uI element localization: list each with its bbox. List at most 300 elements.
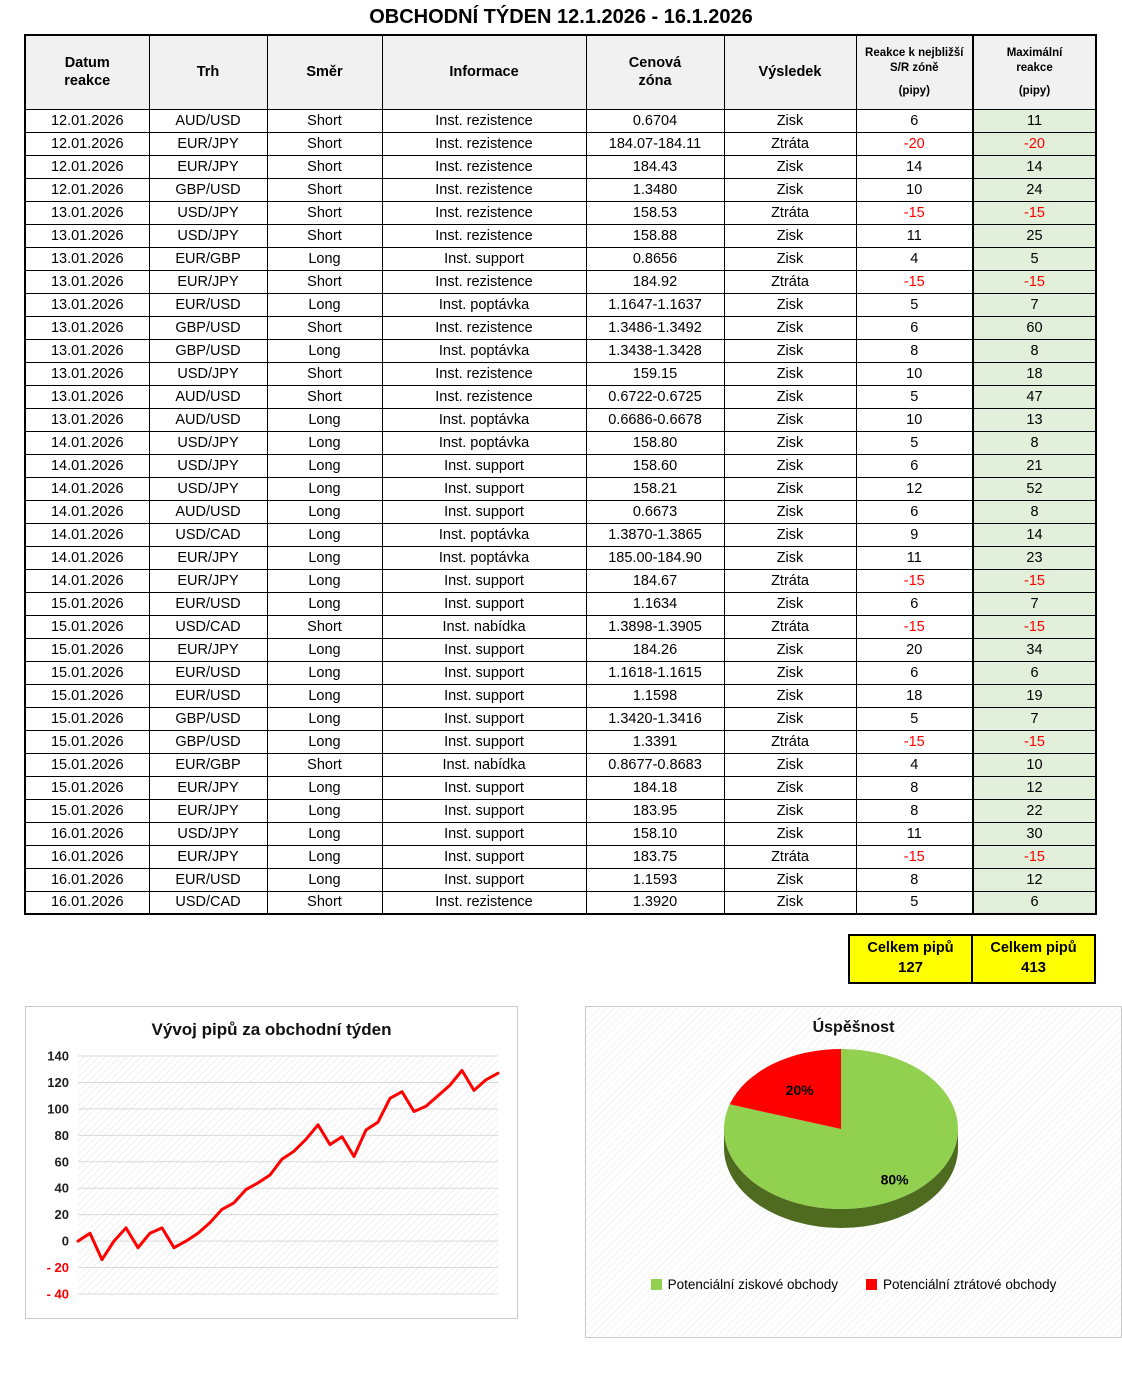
- table-cell: -15: [856, 730, 973, 753]
- table-cell: Zisk: [724, 385, 856, 408]
- table-cell: 184.07-184.11: [586, 132, 724, 155]
- table-cell: 16.01.2026: [25, 845, 149, 868]
- table-cell: Zisk: [724, 822, 856, 845]
- table-cell: Long: [267, 684, 382, 707]
- table-row: [25, 661, 1096, 684]
- table-cell: -15: [973, 845, 1096, 868]
- table-cell: 7: [973, 293, 1096, 316]
- table-cell: Zisk: [724, 362, 856, 385]
- table-cell: Long: [267, 707, 382, 730]
- table-cell: 25: [973, 224, 1096, 247]
- table-cell: Zisk: [724, 408, 856, 431]
- table-cell: Inst. support: [382, 592, 586, 615]
- table-cell: 184.43: [586, 155, 724, 178]
- table-cell: 15.01.2026: [25, 638, 149, 661]
- table-row: [25, 362, 1096, 385]
- table-cell: USD/JPY: [149, 431, 267, 454]
- table-row: [25, 684, 1096, 707]
- table-cell: 158.53: [586, 201, 724, 224]
- table-cell: 5: [973, 247, 1096, 270]
- table-row: [25, 638, 1096, 661]
- table-cell: Zisk: [724, 799, 856, 822]
- table-cell: 13.01.2026: [25, 201, 149, 224]
- table-cell: Long: [267, 845, 382, 868]
- table-cell: Inst. rezistence: [382, 109, 586, 132]
- table-cell: 14.01.2026: [25, 569, 149, 592]
- table-cell: EUR/JPY: [149, 546, 267, 569]
- table-cell: 159.15: [586, 362, 724, 385]
- table-cell: Zisk: [724, 247, 856, 270]
- table-cell: Zisk: [724, 776, 856, 799]
- table-cell: Inst. poptávka: [382, 339, 586, 362]
- table-body: [25, 109, 1096, 914]
- table-row: [25, 201, 1096, 224]
- table-cell: 5: [856, 385, 973, 408]
- table-cell: Short: [267, 891, 382, 914]
- table-cell: GBP/USD: [149, 178, 267, 201]
- table-cell: Zisk: [724, 454, 856, 477]
- pie-chart-title: Úspěšnost: [812, 1019, 895, 1036]
- table-cell: 22: [973, 799, 1096, 822]
- table-cell: Short: [267, 270, 382, 293]
- table-cell: Short: [267, 362, 382, 385]
- pie-data-label: 20%: [785, 1082, 814, 1099]
- page-title: OBCHODNÍ TÝDEN 12.1.2026 - 16.1.2026: [369, 6, 753, 28]
- table-cell: Inst. support: [382, 684, 586, 707]
- table-cell: Inst. nabídka: [382, 753, 586, 776]
- table-cell: 13.01.2026: [25, 385, 149, 408]
- table-cell: 1.3920: [586, 891, 724, 914]
- table-cell: -15: [856, 270, 973, 293]
- table-cell: 158.60: [586, 454, 724, 477]
- table-cell: 1.3420-1.3416: [586, 707, 724, 730]
- column-header: Informace: [382, 35, 586, 109]
- table-cell: EUR/GBP: [149, 247, 267, 270]
- table-cell: Zisk: [724, 638, 856, 661]
- table-cell: Zisk: [724, 891, 856, 914]
- table-cell: Zisk: [724, 109, 856, 132]
- table-cell: 158.80: [586, 431, 724, 454]
- table-cell: 0.6673: [586, 500, 724, 523]
- table-cell: 1.1618-1.1615: [586, 661, 724, 684]
- table-cell: Long: [267, 408, 382, 431]
- table-cell: Zisk: [724, 592, 856, 615]
- table-cell: 6: [973, 891, 1096, 914]
- table-cell: Inst. support: [382, 477, 586, 500]
- table-cell: 8: [856, 799, 973, 822]
- table-cell: Inst. support: [382, 247, 586, 270]
- table-cell: Inst. rezistence: [382, 385, 586, 408]
- table-cell: 1.3486-1.3492: [586, 316, 724, 339]
- table-cell: EUR/USD: [149, 592, 267, 615]
- table-cell: Long: [267, 477, 382, 500]
- table-cell: 16.01.2026: [25, 822, 149, 845]
- table-cell: 15.01.2026: [25, 776, 149, 799]
- table-cell: 15.01.2026: [25, 730, 149, 753]
- table-cell: Inst. rezistence: [382, 201, 586, 224]
- y-tick-label: 80: [54, 1127, 69, 1143]
- legend-swatch-green: [651, 1279, 662, 1290]
- table-cell: 13.01.2026: [25, 316, 149, 339]
- table-cell: Ztráta: [724, 270, 856, 293]
- table-cell: 1.1634: [586, 592, 724, 615]
- table-cell: -15: [856, 201, 973, 224]
- table-cell: 0.6704: [586, 109, 724, 132]
- table-cell: Inst. poptávka: [382, 408, 586, 431]
- pie-chart-plot: [586, 1037, 1121, 1275]
- table-cell: -15: [856, 615, 973, 638]
- table-cell: 6: [973, 661, 1096, 684]
- y-tick-label: 60: [54, 1154, 69, 1170]
- table-cell: 16.01.2026: [25, 868, 149, 891]
- table-row: [25, 569, 1096, 592]
- table-cell: -15: [973, 201, 1096, 224]
- table-cell: Long: [267, 822, 382, 845]
- table-cell: 8: [973, 500, 1096, 523]
- table-cell: Long: [267, 868, 382, 891]
- table-cell: Short: [267, 316, 382, 339]
- y-tick-label: 100: [47, 1101, 69, 1117]
- table-cell: 1.3438-1.3428: [586, 339, 724, 362]
- table-row: [25, 454, 1096, 477]
- table-cell: GBP/USD: [149, 707, 267, 730]
- table-cell: 4: [856, 247, 973, 270]
- table-cell: Inst. support: [382, 638, 586, 661]
- table-cell: AUD/USD: [149, 500, 267, 523]
- table-cell: GBP/USD: [149, 316, 267, 339]
- line-chart-plot: [26, 1044, 517, 1312]
- table-cell: 60: [973, 316, 1096, 339]
- table-cell: Inst. support: [382, 454, 586, 477]
- table-cell: 10: [973, 753, 1096, 776]
- table-cell: 185.00-184.90: [586, 546, 724, 569]
- table-cell: 30: [973, 822, 1096, 845]
- table-cell: AUD/USD: [149, 109, 267, 132]
- table-cell: Zisk: [724, 178, 856, 201]
- table-cell: Zisk: [724, 661, 856, 684]
- table-cell: Inst. support: [382, 845, 586, 868]
- table-cell: USD/JPY: [149, 454, 267, 477]
- column-header: Datum reakce: [25, 35, 149, 109]
- table-cell: 158.21: [586, 477, 724, 500]
- table-cell: Zisk: [724, 500, 856, 523]
- table-cell: 18: [856, 684, 973, 707]
- table-cell: Inst. support: [382, 500, 586, 523]
- table-cell: 13: [973, 408, 1096, 431]
- table-cell: USD/CAD: [149, 891, 267, 914]
- table-cell: Short: [267, 178, 382, 201]
- table-cell: Short: [267, 132, 382, 155]
- table-cell: Short: [267, 385, 382, 408]
- table-cell: 15.01.2026: [25, 661, 149, 684]
- table-cell: 15.01.2026: [25, 707, 149, 730]
- table-cell: 8: [973, 431, 1096, 454]
- table-cell: 1.3870-1.3865: [586, 523, 724, 546]
- table-cell: 15.01.2026: [25, 592, 149, 615]
- y-tick-label: - 20: [46, 1260, 69, 1276]
- table-cell: AUD/USD: [149, 408, 267, 431]
- table-cell: 14: [973, 155, 1096, 178]
- table-cell: 11: [856, 224, 973, 247]
- total-reaction-pips: [848, 934, 973, 984]
- table-cell: 23: [973, 546, 1096, 569]
- table-cell: Long: [267, 776, 382, 799]
- table-cell: -15: [973, 615, 1096, 638]
- table-cell: 1.3898-1.3905: [586, 615, 724, 638]
- table-cell: Zisk: [724, 868, 856, 891]
- table-cell: 10: [856, 362, 973, 385]
- table-cell: 13.01.2026: [25, 408, 149, 431]
- table-cell: Inst. support: [382, 776, 586, 799]
- table-cell: 1.1593: [586, 868, 724, 891]
- plot-area: [78, 1056, 498, 1294]
- table-cell: 12.01.2026: [25, 109, 149, 132]
- table-cell: Ztráta: [724, 615, 856, 638]
- table-cell: Short: [267, 155, 382, 178]
- table-row: [25, 477, 1096, 500]
- table-cell: Zisk: [724, 546, 856, 569]
- table-cell: 8: [856, 776, 973, 799]
- legend-label: Potenciální ziskové obchody: [667, 1277, 838, 1292]
- table-cell: Zisk: [724, 224, 856, 247]
- table-cell: 12: [973, 868, 1096, 891]
- column-header: Trh: [149, 35, 267, 109]
- table-cell: 7: [973, 592, 1096, 615]
- table-row: [25, 891, 1096, 914]
- column-header: Cenová zóna: [586, 35, 724, 109]
- table-cell: 12: [973, 776, 1096, 799]
- total-value: 413: [1020, 959, 1047, 976]
- table-cell: 8: [856, 868, 973, 891]
- table-cell: Inst. rezistence: [382, 891, 586, 914]
- table-cell: Short: [267, 201, 382, 224]
- table-cell: Inst. support: [382, 661, 586, 684]
- table-row: [25, 707, 1096, 730]
- table-cell: -15: [856, 569, 973, 592]
- table-cell: 9: [856, 523, 973, 546]
- total-value: 127: [897, 959, 924, 976]
- table-cell: USD/JPY: [149, 362, 267, 385]
- table-cell: 13.01.2026: [25, 270, 149, 293]
- table-cell: 0.8677-0.8683: [586, 753, 724, 776]
- column-header: Směr: [267, 35, 382, 109]
- table-row: [25, 592, 1096, 615]
- table-cell: Inst. support: [382, 569, 586, 592]
- table-cell: EUR/JPY: [149, 132, 267, 155]
- table-cell: Long: [267, 247, 382, 270]
- table-cell: 184.26: [586, 638, 724, 661]
- table-cell: Inst. poptávka: [382, 523, 586, 546]
- table-cell: 7: [973, 707, 1096, 730]
- table-cell: 184.18: [586, 776, 724, 799]
- table-cell: Zisk: [724, 523, 856, 546]
- table-cell: 14: [856, 155, 973, 178]
- table-cell: 158.10: [586, 822, 724, 845]
- table-cell: USD/JPY: [149, 224, 267, 247]
- table-cell: 5: [856, 707, 973, 730]
- line-chart-title: Vývoj pipů za obchodní týden: [151, 1020, 392, 1039]
- table-cell: 5: [856, 293, 973, 316]
- table-cell: Inst. support: [382, 730, 586, 753]
- y-tick-label: 20: [54, 1207, 69, 1223]
- table-cell: 4: [856, 753, 973, 776]
- table-cell: Inst. rezistence: [382, 270, 586, 293]
- table-row: [25, 293, 1096, 316]
- column-header: Výsledek: [724, 35, 856, 109]
- table-row: [25, 408, 1096, 431]
- table-cell: Ztráta: [724, 132, 856, 155]
- table-row: [25, 868, 1096, 891]
- table-cell: 15.01.2026: [25, 615, 149, 638]
- table-cell: Short: [267, 615, 382, 638]
- table-cell: Zisk: [724, 155, 856, 178]
- y-tick-label: - 40: [46, 1286, 69, 1302]
- table-row: [25, 270, 1096, 293]
- table-cell: EUR/JPY: [149, 845, 267, 868]
- table-cell: 18: [973, 362, 1096, 385]
- table-cell: Long: [267, 799, 382, 822]
- table-cell: Long: [267, 546, 382, 569]
- total-label: Celkem pipů: [990, 940, 1077, 956]
- table-cell: Inst. rezistence: [382, 362, 586, 385]
- table-cell: Zisk: [724, 477, 856, 500]
- table-cell: 13.01.2026: [25, 339, 149, 362]
- table-cell: USD/CAD: [149, 523, 267, 546]
- table-cell: 0.6686-0.6678: [586, 408, 724, 431]
- table-cell: 11: [856, 546, 973, 569]
- table-cell: 158.88: [586, 224, 724, 247]
- table-cell: Long: [267, 339, 382, 362]
- table-cell: -15: [856, 845, 973, 868]
- table-row: [25, 776, 1096, 799]
- table-cell: 183.75: [586, 845, 724, 868]
- table-cell: 6: [856, 500, 973, 523]
- column-header: Reakce k nejbližší S/R zóně (pipy): [856, 35, 973, 109]
- table-row: [25, 730, 1096, 753]
- legend-label: Potenciální ztrátové obchody: [883, 1277, 1057, 1292]
- table-cell: Ztráta: [724, 845, 856, 868]
- table-cell: EUR/USD: [149, 293, 267, 316]
- table-row: [25, 822, 1096, 845]
- table-cell: 8: [856, 339, 973, 362]
- column-header: Maximální reakce (pipy): [973, 35, 1096, 109]
- table-cell: EUR/JPY: [149, 155, 267, 178]
- table-cell: Inst. rezistence: [382, 178, 586, 201]
- table-cell: EUR/USD: [149, 661, 267, 684]
- legend-swatch-red: [866, 1279, 877, 1290]
- table-row: [25, 224, 1096, 247]
- table-cell: 1.3391: [586, 730, 724, 753]
- table-cell: GBP/USD: [149, 339, 267, 362]
- table-cell: Inst. nabídka: [382, 615, 586, 638]
- line-chart: [25, 1006, 518, 1319]
- table-cell: 16.01.2026: [25, 891, 149, 914]
- table-cell: 1.1647-1.1637: [586, 293, 724, 316]
- table-cell: USD/CAD: [149, 615, 267, 638]
- table-cell: Inst. rezistence: [382, 155, 586, 178]
- table-cell: Inst. rezistence: [382, 316, 586, 339]
- table-cell: Inst. support: [382, 799, 586, 822]
- table-cell: 184.92: [586, 270, 724, 293]
- table-cell: -15: [973, 569, 1096, 592]
- table-cell: 14.01.2026: [25, 523, 149, 546]
- table-cell: Inst. rezistence: [382, 132, 586, 155]
- table-row: [25, 753, 1096, 776]
- table-cell: Inst. rezistence: [382, 224, 586, 247]
- table-row: [25, 615, 1096, 638]
- table-cell: Long: [267, 638, 382, 661]
- table-cell: Long: [267, 431, 382, 454]
- table-cell: 8: [973, 339, 1096, 362]
- table-cell: Inst. poptávka: [382, 546, 586, 569]
- table-row: [25, 500, 1096, 523]
- table-row: [25, 178, 1096, 201]
- table-row: [25, 316, 1096, 339]
- table-cell: EUR/JPY: [149, 270, 267, 293]
- table-cell: EUR/USD: [149, 684, 267, 707]
- table-cell: 184.67: [586, 569, 724, 592]
- table-cell: Zisk: [724, 316, 856, 339]
- table-row: [25, 385, 1096, 408]
- table-cell: 0.8656: [586, 247, 724, 270]
- table-cell: 14.01.2026: [25, 477, 149, 500]
- table-cell: Long: [267, 500, 382, 523]
- y-tick-label: 40: [54, 1180, 69, 1196]
- table-row: [25, 339, 1096, 362]
- y-tick-label: 120: [47, 1074, 69, 1090]
- table-cell: Short: [267, 109, 382, 132]
- table-cell: 47: [973, 385, 1096, 408]
- legend-item-loss: [866, 1277, 1056, 1292]
- table-cell: Zisk: [724, 293, 856, 316]
- table-cell: 15.01.2026: [25, 799, 149, 822]
- table-cell: Short: [267, 753, 382, 776]
- table-cell: 20: [856, 638, 973, 661]
- table-cell: 21: [973, 454, 1096, 477]
- table-cell: 24: [973, 178, 1096, 201]
- table-cell: 6: [856, 661, 973, 684]
- table-row: [25, 109, 1096, 132]
- total-max-pips: [971, 934, 1096, 984]
- table-cell: 6: [856, 592, 973, 615]
- table-cell: EUR/USD: [149, 868, 267, 891]
- table-cell: 12.01.2026: [25, 132, 149, 155]
- pie-chart: [585, 1006, 1122, 1338]
- table-cell: Inst. support: [382, 868, 586, 891]
- table-row: [25, 132, 1096, 155]
- table-cell: 19: [973, 684, 1096, 707]
- table-cell: 6: [856, 316, 973, 339]
- table-cell: -20: [973, 132, 1096, 155]
- table-cell: USD/JPY: [149, 477, 267, 500]
- table-cell: 1.1598: [586, 684, 724, 707]
- table-cell: 10: [856, 178, 973, 201]
- table-cell: Long: [267, 454, 382, 477]
- table-cell: Ztráta: [724, 730, 856, 753]
- table-cell: Ztráta: [724, 201, 856, 224]
- table-cell: EUR/GBP: [149, 753, 267, 776]
- table-cell: GBP/USD: [149, 730, 267, 753]
- table-cell: 14.01.2026: [25, 500, 149, 523]
- table-cell: 13.01.2026: [25, 224, 149, 247]
- table-cell: Long: [267, 523, 382, 546]
- table-header-row: [25, 35, 1096, 109]
- table-cell: Inst. poptávka: [382, 431, 586, 454]
- table-cell: 5: [856, 431, 973, 454]
- table-cell: Short: [267, 224, 382, 247]
- table-cell: 183.95: [586, 799, 724, 822]
- table-cell: Long: [267, 293, 382, 316]
